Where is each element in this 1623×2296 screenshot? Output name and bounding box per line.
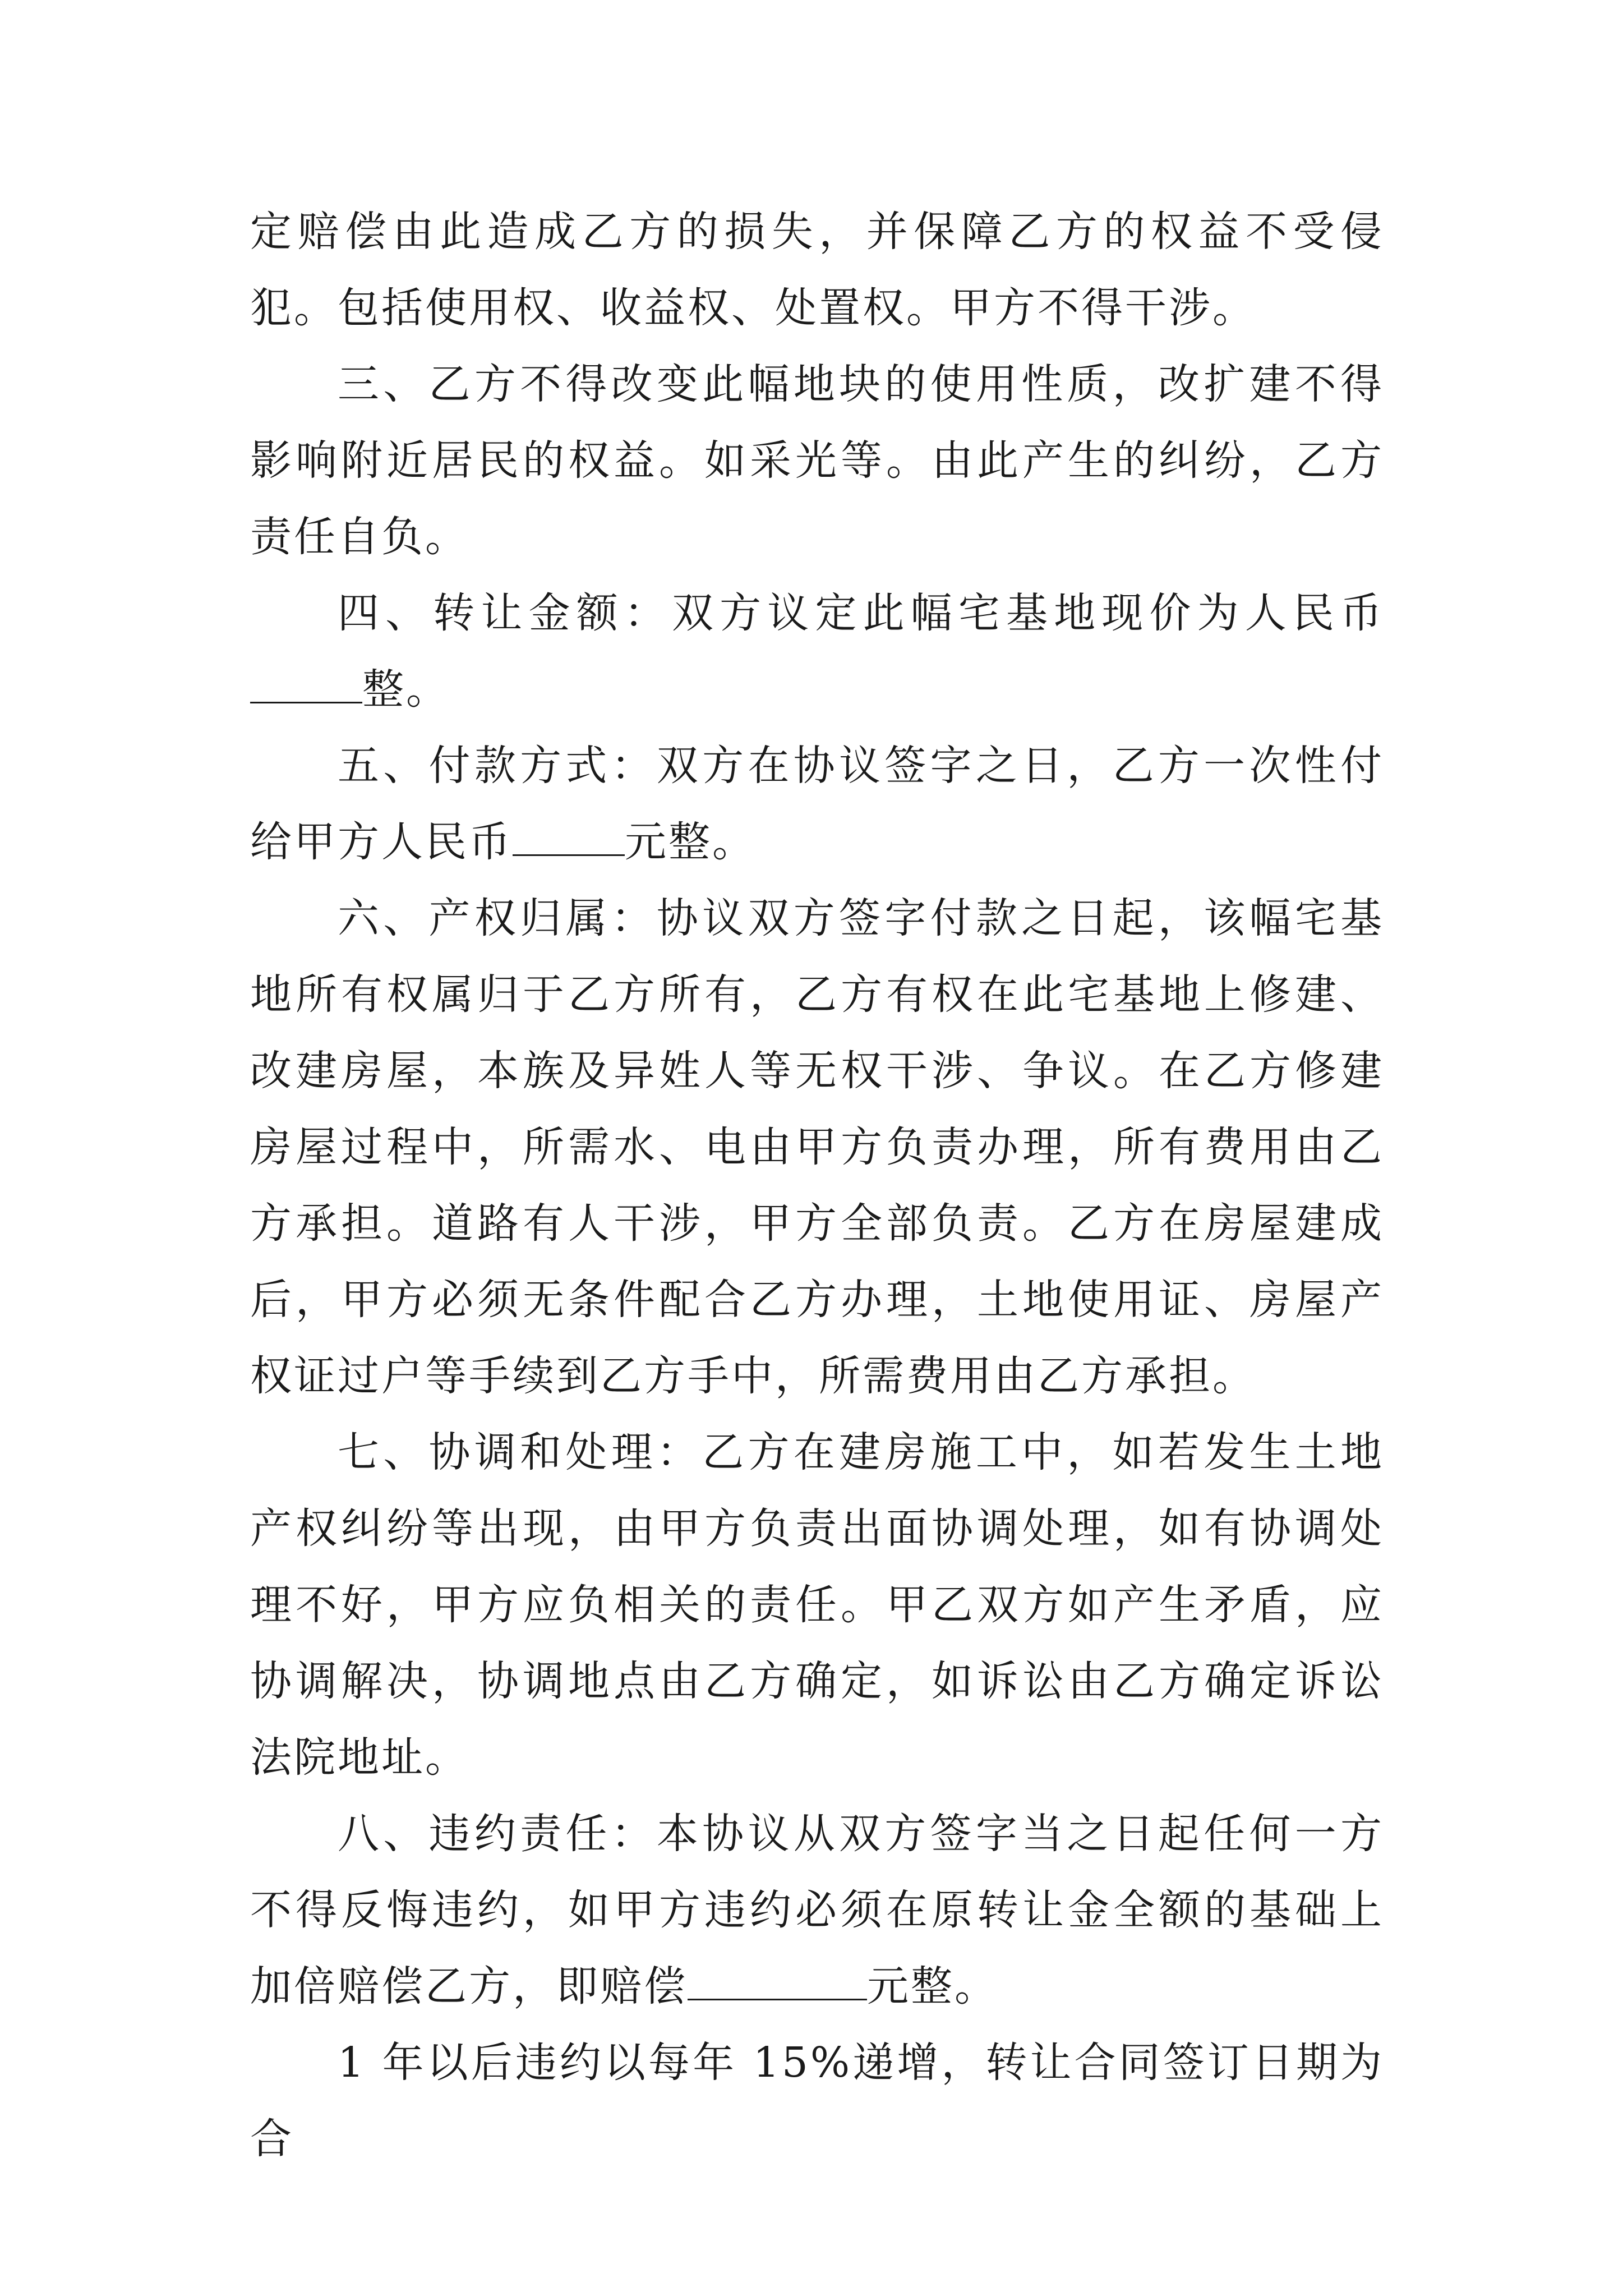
paragraph-text: 七、协调和处理：乙方在建房施工中，如若发生土地产权纠纷等出现，由甲方负责出面协调处理，如有协调处理不好，甲方应负相关的责任。甲乙双方如产生矛盾，应协调解决，协调地点由乙方确定，如诉讼由乙方确定诉讼法院地址。 <box>250 1428 1384 1782</box>
paragraph-clause-7 <box>250 1414 1384 1796</box>
paragraph-text: 定赔偿由此造成乙方的损失，并保障乙方的权益不受侵犯。包括使用权、收益权、处置权。甲方不得干涉。 <box>250 208 1384 332</box>
paragraph-text: 三、乙方不得改变此幅地块的使用性质，改扩建不得影响附近居民的权益。如采光等。由此产生的纠纷，乙方责任自负。 <box>250 360 1384 561</box>
paragraph-text: 1 年以后违约以每年 15%递增，转让合同签订日期为合 <box>250 2039 1384 2163</box>
paragraph-clause-5 <box>250 728 1384 880</box>
paragraph-text: 八、违约责任：本协议从双方签字当之日起任何一方不得反悔违约，如甲方违约必须在原转让金全额的基础上加倍赔偿乙方，即赔偿 <box>250 1810 1384 2010</box>
paragraph-clause-6 <box>250 880 1384 1414</box>
paragraph-text: 五、付款方式：双方在协议签字之日，乙方一次性付给甲方人民币 <box>250 742 1384 866</box>
paragraph-clause-8-continued <box>250 2024 1384 2177</box>
paragraph-clause-3 <box>250 346 1384 575</box>
paragraph-text-tail: 元整。 <box>867 1962 998 2010</box>
paragraph-continuation <box>250 194 1384 346</box>
paragraph-text-tail: 整。 <box>362 665 450 714</box>
paragraph-text: 六、产权归属：协议双方签字付款之日起，该幅宅基地所有权属归于乙方所有，乙方有权在此宅基地上修建、改建房屋，本族及异姓人等无权干涉、争议。在乙方修建房屋过程中，所需水、电由甲方负责办理，所有费用由乙方承担。道路有人干涉，甲方全部负责。乙方在房屋建成后，甲方必须无条件配合乙方办理，土地使用证、房屋产权证过户等手续到乙方手中，所需费用由乙方承担。 <box>250 894 1384 1400</box>
paragraph-clause-4 <box>250 575 1384 728</box>
fill-in-blank-payment <box>513 813 625 856</box>
fill-in-blank-compensation <box>688 1957 867 2000</box>
fill-in-blank-amount <box>250 660 362 703</box>
paragraph-clause-8 <box>250 1796 1384 2024</box>
paragraph-text-tail: 元整。 <box>625 818 756 866</box>
document-body <box>250 194 1384 2177</box>
paragraph-text: 四、转让金额：双方议定此幅宅基地现价为人民币 <box>338 589 1384 637</box>
